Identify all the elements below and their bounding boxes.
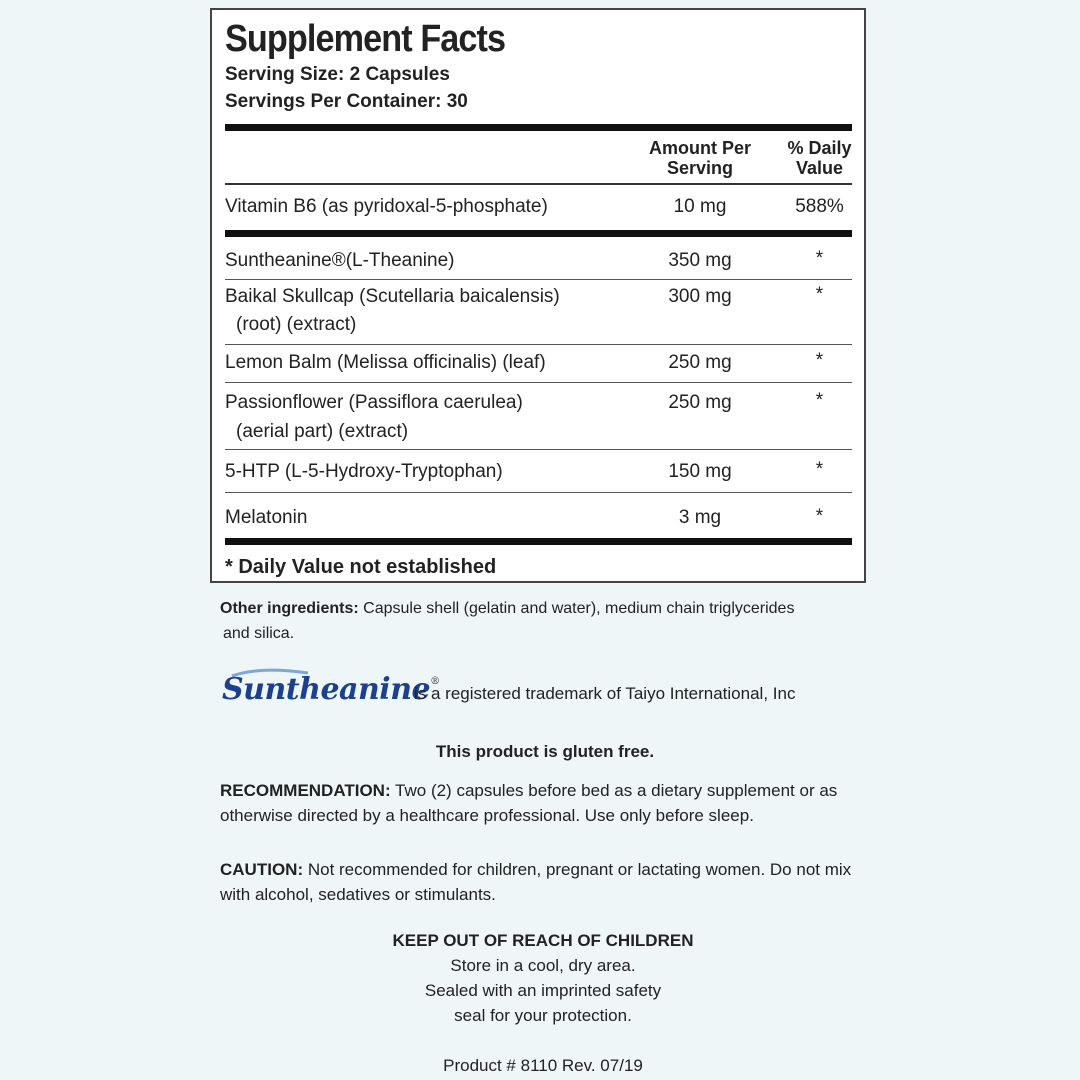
recommendation: [220, 778, 870, 828]
caution: [220, 857, 880, 907]
recommendation-label: RECOMMENDATION:: [220, 781, 391, 800]
ingredient-row: [225, 383, 852, 449]
servings-per-container: Servings Per Container: 30: [225, 91, 468, 112]
ingredient-name: Passionflower (Passiflora caerulea): [225, 392, 523, 413]
ingredient-dv: *: [815, 248, 824, 269]
storage-line: seal for your protection.: [454, 1006, 632, 1025]
gluten-free-statement: This product is gluten free.: [435, 742, 655, 761]
recommendation-text: Two (2) capsules before bed as a dietary supplement or as: [390, 781, 838, 800]
ingredient-amount: 250 mg: [668, 352, 732, 373]
ingredient-dv: *: [815, 459, 824, 480]
panel-title: Supplement Facts: [225, 18, 506, 60]
header-amount: Amount Per Serving: [648, 138, 751, 178]
divider-thick: [225, 230, 852, 237]
ingredient-row: [225, 450, 852, 492]
storage-instructions: [218, 928, 868, 1028]
other-ingredients: [220, 596, 870, 646]
ingredient-name: Baikal Skullcap (Scutellaria baicalensis): [225, 286, 560, 307]
ingredient-row: [225, 280, 852, 344]
nutrient-dv: 588%: [795, 196, 844, 217]
ingredient-name: Lemon Balm (Melissa officinalis) (leaf): [225, 352, 546, 373]
ingredient-dv: *: [815, 506, 824, 527]
ingredient-amount: 150 mg: [668, 461, 732, 482]
ingredient-amount: 250 mg: [668, 392, 732, 413]
ingredient-row: [225, 345, 852, 382]
divider-thick: [225, 124, 852, 131]
nutrient-name: Vitamin B6 (as pyridoxal-5-phosphate): [225, 196, 548, 217]
header-daily-value: % Daily Value: [787, 138, 852, 178]
ingredient-amount: 300 mg: [668, 286, 732, 307]
other-ingredients-text-line2: and silica.: [223, 625, 295, 642]
serving-size: Serving Size: 2 Capsules: [225, 64, 450, 85]
footnote: * Daily Value not established: [225, 556, 497, 578]
ingredient-dv: *: [815, 284, 824, 305]
divider-thick: [225, 538, 852, 545]
ingredient-name-line2: (aerial part) (extract): [236, 421, 409, 442]
ingredient-amount: 3 mg: [678, 507, 722, 528]
ingredient-row: [225, 237, 852, 279]
nutrient-amount: 10 mg: [673, 196, 727, 217]
ingredient-dv: *: [815, 350, 824, 371]
other-ingredients-text: Capsule shell (gelatin and water), medium chain triglycerides: [358, 600, 795, 617]
ingredient-name: 5-HTP (L-5-Hydroxy-Tryptophan): [225, 461, 503, 482]
caution-text-line2: with alcohol, sedatives or stimulants.: [220, 885, 496, 904]
ingredient-name-line2: (root) (extract): [236, 314, 357, 335]
ingredient-row: [225, 493, 852, 538]
storage-line: Sealed with an imprinted safety: [424, 981, 662, 1000]
other-ingredients-label: Other ingredients:: [220, 600, 359, 617]
caution-text: Not recommended for children, pregnant or lactating women. Do not mix: [303, 860, 852, 879]
storage-line: Store in a cool, dry area.: [450, 956, 636, 975]
product-code: Product # 8110 Rev. 07/19: [443, 1056, 643, 1075]
suntheanine-logo: Suntheanine®: [222, 672, 440, 707]
caution-label: CAUTION:: [220, 860, 304, 879]
vitamin-row: [225, 185, 852, 230]
recommendation-text-line2: otherwise directed by a healthcare professional. Use only before sleep.: [220, 806, 754, 825]
ingredient-name: Suntheanine®(L-Theanine): [225, 250, 455, 271]
ingredient-dv: *: [815, 390, 824, 411]
trademark-text: is a registered trademark of Taiyo International, Inc: [414, 684, 796, 703]
column-header-row: [225, 131, 852, 183]
supplement-facts-panel: [210, 8, 866, 583]
ingredient-name: Melatonin: [225, 507, 308, 528]
ingredient-amount: 350 mg: [668, 250, 732, 271]
keep-out-heading: KEEP OUT OF REACH OF CHILDREN: [392, 931, 694, 950]
